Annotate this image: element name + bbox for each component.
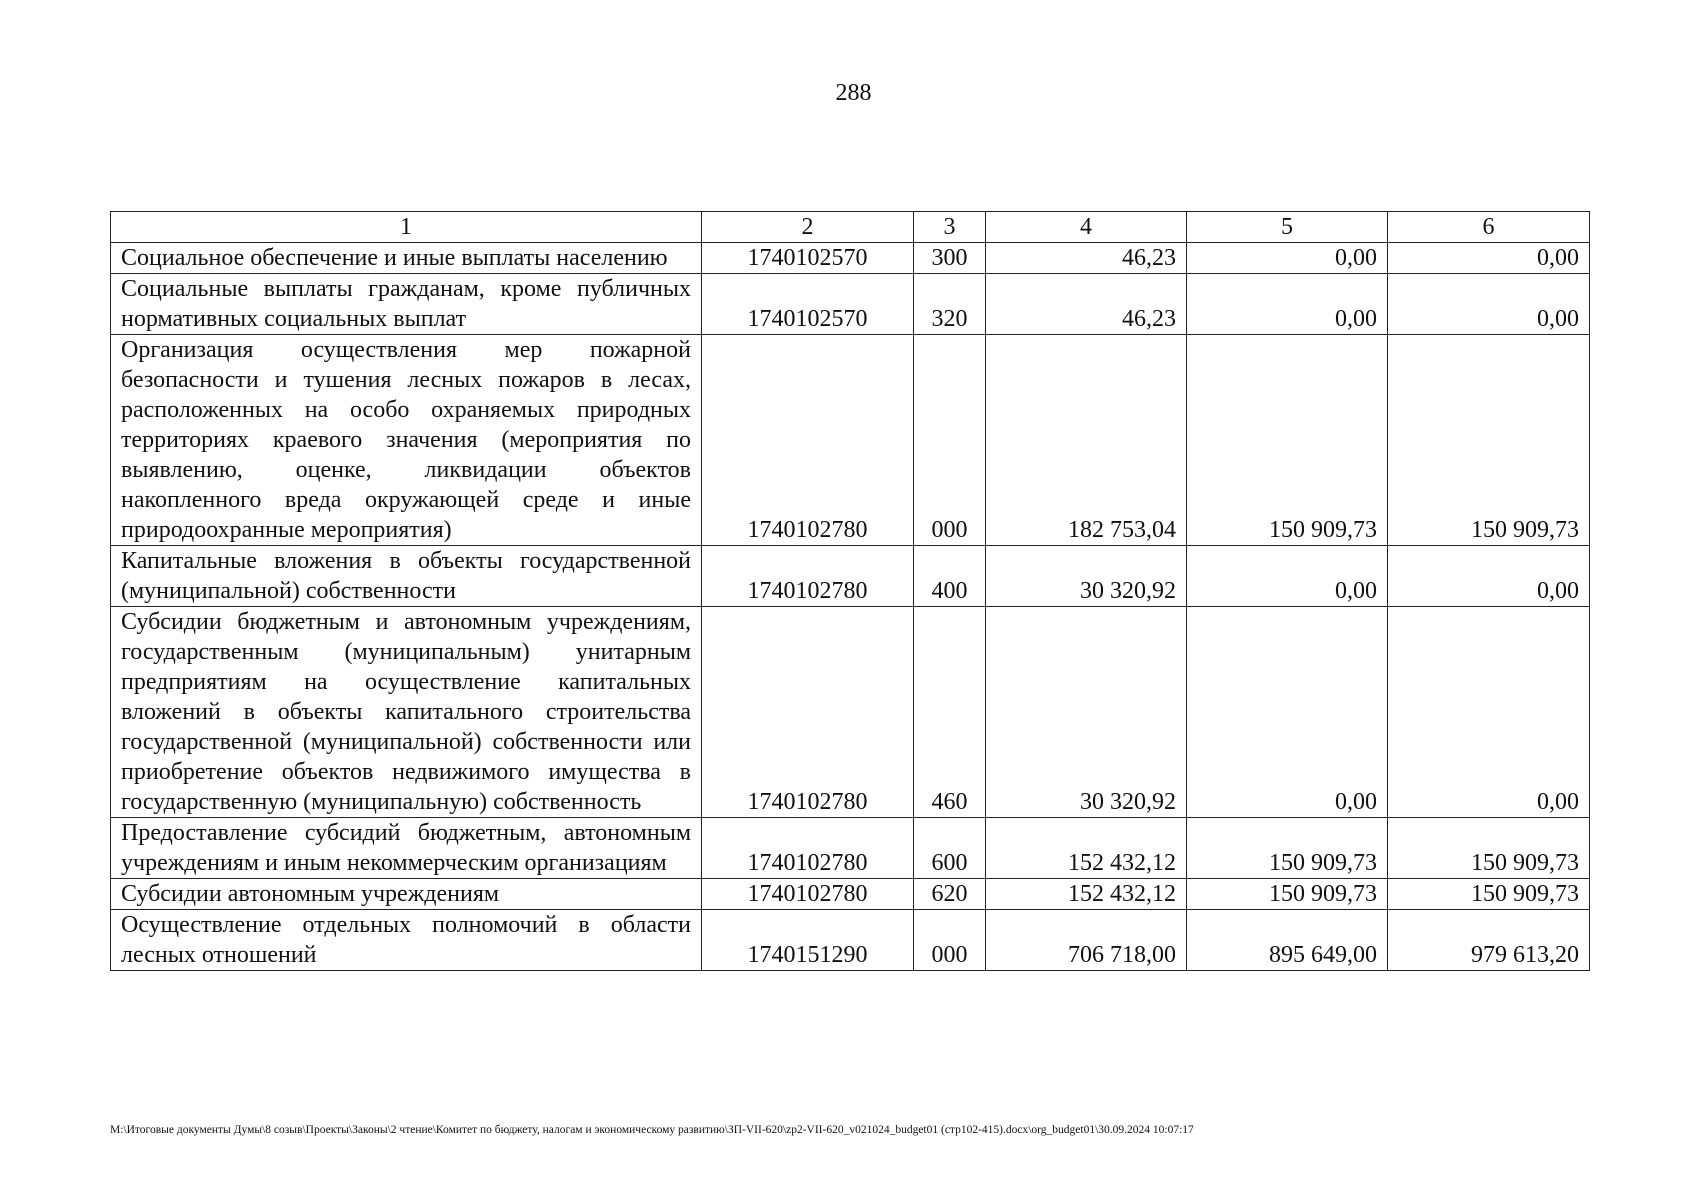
table-row bbox=[111, 879, 1590, 910]
expense-type: 000 bbox=[914, 910, 986, 971]
amount-col-5: 150 909,73 bbox=[1187, 879, 1388, 910]
amount-col-5: 0,00 bbox=[1187, 243, 1388, 274]
budget-table bbox=[110, 211, 1590, 971]
amount-col-5: 0,00 bbox=[1187, 274, 1388, 335]
expense-type: 600 bbox=[914, 818, 986, 879]
amount-col-6: 150 909,73 bbox=[1388, 879, 1590, 910]
target-code: 1740102780 bbox=[702, 335, 914, 546]
column-number: 1 bbox=[111, 212, 702, 243]
amount-col-5: 0,00 bbox=[1187, 607, 1388, 818]
expense-type: 400 bbox=[914, 546, 986, 607]
column-number-row bbox=[111, 212, 1590, 243]
column-number: 4 bbox=[986, 212, 1187, 243]
column-number: 2 bbox=[702, 212, 914, 243]
amount-col-6: 0,00 bbox=[1388, 607, 1590, 818]
row-name: Социальные выплаты гражданам, кроме публичных нормативных социальных выплат bbox=[111, 274, 702, 335]
amount-col-6: 0,00 bbox=[1388, 243, 1590, 274]
amount-col-4: 152 432,12 bbox=[986, 879, 1187, 910]
target-code: 1740102780 bbox=[702, 818, 914, 879]
amount-col-5: 895 649,00 bbox=[1187, 910, 1388, 971]
amount-col-5: 0,00 bbox=[1187, 546, 1388, 607]
row-name: Субсидии бюджетным и автономным учреждениям, государственным (муниципальным) унитарным предприятиям на осуществление капитальных вложений в объекты капитального строительства государственной (муниципальной) собственности или приобретение объектов недвижимого имущества в государственную (муниципальную) собственность bbox=[111, 607, 702, 818]
expense-type: 460 bbox=[914, 607, 986, 818]
column-number: 5 bbox=[1187, 212, 1388, 243]
target-code: 1740151290 bbox=[702, 910, 914, 971]
row-name: Предоставление субсидий бюджетным, автономным учреждениям и иным некоммерческим организациям bbox=[111, 818, 702, 879]
amount-col-6: 0,00 bbox=[1388, 546, 1590, 607]
footer-file-path: M:\Итоговые документы Думы\8 созыв\Проекты\Законы\2 чтение\Комитет по бюджету, налогам и экономическому развитию\ЗП-VII-620\zp2-VII-620_v021024_budget01 (стр102-415).docx\org_budget01\30.09.2024 10:07:17 bbox=[110, 1124, 1194, 1136]
amount-col-5: 150 909,73 bbox=[1187, 335, 1388, 546]
amount-col-4: 30 320,92 bbox=[986, 546, 1187, 607]
amount-col-4: 152 432,12 bbox=[986, 818, 1187, 879]
row-name: Социальное обеспечение и иные выплаты населению bbox=[111, 243, 702, 274]
table-row bbox=[111, 243, 1590, 274]
target-code: 1740102780 bbox=[702, 607, 914, 818]
amount-col-6: 979 613,20 bbox=[1388, 910, 1590, 971]
column-number: 6 bbox=[1388, 212, 1590, 243]
table-row bbox=[111, 818, 1590, 879]
expense-type: 620 bbox=[914, 879, 986, 910]
target-code: 1740102780 bbox=[702, 879, 914, 910]
expense-type: 000 bbox=[914, 335, 986, 546]
row-name: Организация осуществления мер пожарной безопасности и тушения лесных пожаров в лесах, расположенных на особо охраняемых природных территориях краевого значения (мероприятия по выявлению, оценке, ликвидации объектов накопленного вреда окружающей среде и иные природоохранные мероприятия) bbox=[111, 335, 702, 546]
expense-type: 300 bbox=[914, 243, 986, 274]
table-row bbox=[111, 274, 1590, 335]
amount-col-4: 46,23 bbox=[986, 243, 1187, 274]
column-number: 3 bbox=[914, 212, 986, 243]
amount-col-6: 150 909,73 bbox=[1388, 818, 1590, 879]
amount-col-4: 30 320,92 bbox=[986, 607, 1187, 818]
row-name: Осуществление отдельных полномочий в области лесных отношений bbox=[111, 910, 702, 971]
amount-col-6: 150 909,73 bbox=[1388, 335, 1590, 546]
expense-type: 320 bbox=[914, 274, 986, 335]
page-number: 288 bbox=[835, 80, 872, 106]
row-name: Субсидии автономным учреждениям bbox=[111, 879, 702, 910]
amount-col-4: 706 718,00 bbox=[986, 910, 1187, 971]
table-row bbox=[111, 910, 1590, 971]
table-row bbox=[111, 335, 1590, 546]
amount-col-5: 150 909,73 bbox=[1187, 818, 1388, 879]
row-name: Капитальные вложения в объекты государственной (муниципальной) собственности bbox=[111, 546, 702, 607]
target-code: 1740102570 bbox=[702, 274, 914, 335]
target-code: 1740102570 bbox=[702, 243, 914, 274]
amount-col-6: 0,00 bbox=[1388, 274, 1590, 335]
amount-col-4: 46,23 bbox=[986, 274, 1187, 335]
table-row bbox=[111, 607, 1590, 818]
amount-col-4: 182 753,04 bbox=[986, 335, 1187, 546]
table-row bbox=[111, 546, 1590, 607]
target-code: 1740102780 bbox=[702, 546, 914, 607]
